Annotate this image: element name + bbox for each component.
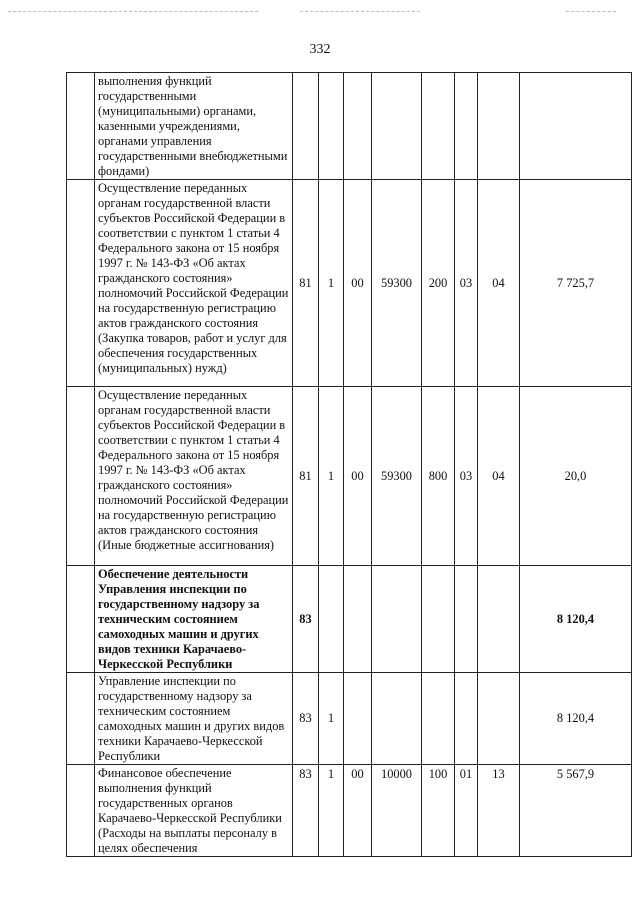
sum-cell: 7 725,7 bbox=[520, 180, 632, 387]
table-row bbox=[67, 73, 632, 180]
table-row bbox=[67, 387, 632, 566]
osm-cell bbox=[344, 73, 372, 180]
vr-cell: 800 bbox=[422, 387, 455, 566]
ved-cell bbox=[293, 73, 319, 180]
pr-cell: 13 bbox=[478, 765, 520, 857]
budget-table bbox=[66, 72, 632, 857]
pr-cell bbox=[478, 673, 520, 765]
row-number-cell bbox=[67, 73, 95, 180]
scan-artifact-line-left bbox=[8, 11, 258, 12]
item-name-cell: Осуществление переданных органам государственной власти субъектов Российской Федерации в соответствии с пунктом 1 статьи 4 Федерального закона от 15 ноября 1997 г. № 143-ФЗ «Об актах гражданского состояния» полномочий Российской Федерации на государственную регистрацию актов гражданского состояния (Иные бюджетные ассигнования) bbox=[95, 387, 293, 566]
rz-cell bbox=[455, 73, 478, 180]
vr-cell: 100 bbox=[422, 765, 455, 857]
osm-cell: 00 bbox=[344, 765, 372, 857]
pp-cell: 1 bbox=[319, 765, 344, 857]
direction-cell: 59300 bbox=[372, 387, 422, 566]
item-name-cell: Финансовое обеспечение выполнения функций государственных органов Карачаево-Черкесской Республики (Расходы на выплаты персоналу в целях обеспечения bbox=[95, 765, 293, 857]
rz-cell: 03 bbox=[455, 387, 478, 566]
item-name-cell: Осуществление переданных органам государственной власти субъектов Российской Федерации в соответствии с пунктом 1 статьи 4 Федерального закона от 15 ноября 1997 г. № 143-ФЗ «Об актах гражданского состояния» полномочий Российской Федерации на государственную регистрацию актов гражданского состояния (Закупка товаров, работ и услуг для обеспечения государственных (муниципальных) нужд) bbox=[95, 180, 293, 387]
item-name-cell: Обеспечение деятельности Управления инспекции по государственному надзору за техническим состоянием самоходных машин и других видов техники Карачаево-Черкесской Республики bbox=[95, 566, 293, 673]
row-number-cell bbox=[67, 765, 95, 857]
direction-cell bbox=[372, 566, 422, 673]
sum-cell: 8 120,4 bbox=[520, 566, 632, 673]
osm-cell: 00 bbox=[344, 387, 372, 566]
table-row bbox=[67, 765, 632, 857]
pr-cell bbox=[478, 73, 520, 180]
pr-cell bbox=[478, 566, 520, 673]
sum-cell: 20,0 bbox=[520, 387, 632, 566]
ved-cell: 83 bbox=[293, 673, 319, 765]
sum-cell: 8 120,4 bbox=[520, 673, 632, 765]
direction-cell bbox=[372, 673, 422, 765]
scan-artifact-line-middle bbox=[300, 11, 420, 12]
pr-cell: 04 bbox=[478, 180, 520, 387]
sum-cell bbox=[520, 73, 632, 180]
table-row bbox=[67, 673, 632, 765]
table-row bbox=[67, 566, 632, 673]
pr-cell: 04 bbox=[478, 387, 520, 566]
page-number: 332 bbox=[309, 42, 331, 57]
row-number-cell bbox=[67, 387, 95, 566]
vr-cell bbox=[422, 673, 455, 765]
pp-cell bbox=[319, 73, 344, 180]
direction-cell: 59300 bbox=[372, 180, 422, 387]
osm-cell bbox=[344, 566, 372, 673]
pp-cell: 1 bbox=[319, 673, 344, 765]
sum-cell: 5 567,9 bbox=[520, 765, 632, 857]
pp-cell: 1 bbox=[319, 180, 344, 387]
scan-artifact-line-right bbox=[566, 11, 616, 12]
rz-cell: 01 bbox=[455, 765, 478, 857]
direction-cell bbox=[372, 73, 422, 180]
pp-cell bbox=[319, 566, 344, 673]
item-name-cell: выполнения функций государственными (муниципальными) органами, казенными учреждениями, органами управления государственными внебюджетными фондами) bbox=[95, 73, 293, 180]
direction-cell: 10000 bbox=[372, 765, 422, 857]
pp-cell: 1 bbox=[319, 387, 344, 566]
rz-cell bbox=[455, 566, 478, 673]
row-number-cell bbox=[67, 566, 95, 673]
vr-cell bbox=[422, 566, 455, 673]
vr-cell bbox=[422, 73, 455, 180]
ved-cell: 83 bbox=[293, 765, 319, 857]
vr-cell: 200 bbox=[422, 180, 455, 387]
rz-cell: 03 bbox=[455, 180, 478, 387]
ved-cell: 83 bbox=[293, 566, 319, 673]
row-number-cell bbox=[67, 180, 95, 387]
rz-cell bbox=[455, 673, 478, 765]
ved-cell: 81 bbox=[293, 387, 319, 566]
table-row bbox=[67, 180, 632, 387]
osm-cell: 00 bbox=[344, 180, 372, 387]
row-number-cell bbox=[67, 673, 95, 765]
osm-cell bbox=[344, 673, 372, 765]
item-name-cell: Управление инспекции по государственному надзору за техническим состоянием самоходных машин и других видов техники Карачаево-Черкесской Республики bbox=[95, 673, 293, 765]
ved-cell: 81 bbox=[293, 180, 319, 387]
